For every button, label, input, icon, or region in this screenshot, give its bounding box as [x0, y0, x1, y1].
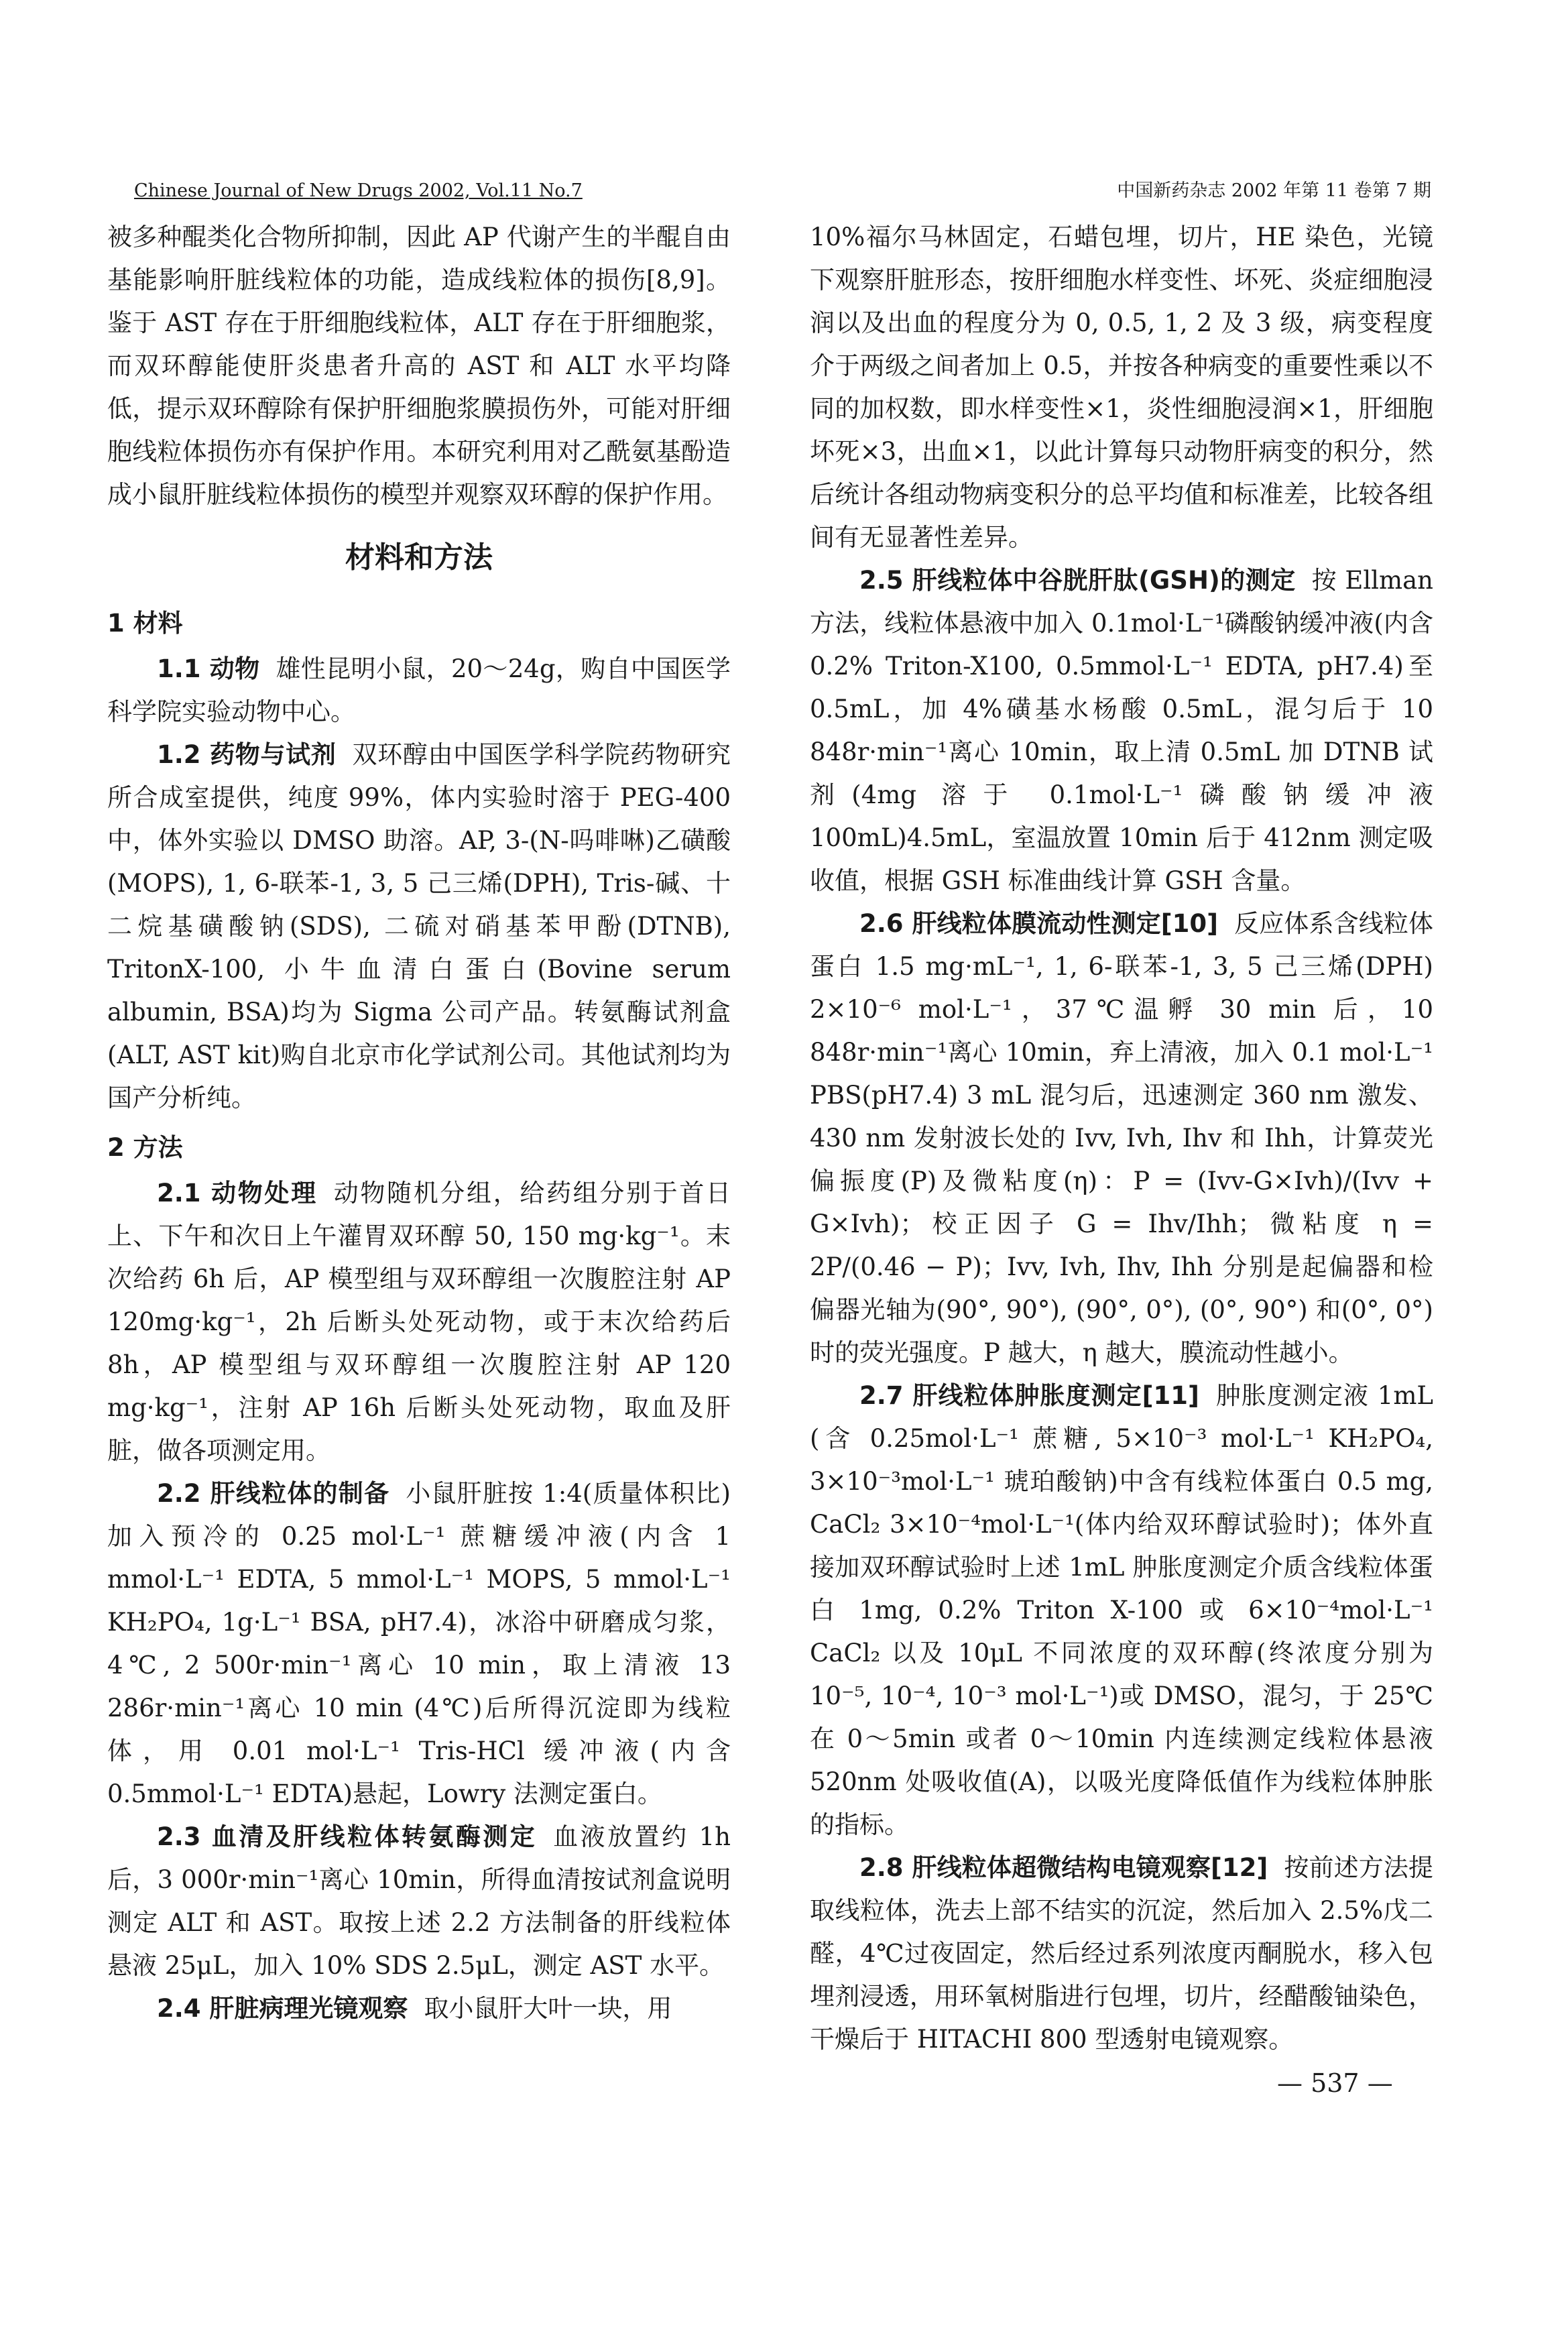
- section-2-2: [107, 1472, 731, 1816]
- section-2-2-title: 2.2 肝线粒体的制备: [157, 1479, 390, 1508]
- section-1-2-text: 双环醇由中国医学科学院药物研究所合成室提供，纯度 99%，体内实验时溶于 PEG-400 中，体外实验以 DMSO 助溶。AP, 3-(N-吗啡啉)乙磺酸(MOPS), 1, 6-联苯-1, 3, 5 己三烯(DPH), Tris-碱、十二烷基磺酸钠(SDS), 二硫对硝基苯甲酚(DTNB), TritonX-100, 小牛血清白蛋白(Bovine serum albumin, BSA)均为 Sigma 公司产品。转氨酶试剂盒(ALT, AST kit)购自北京市化学试剂公司。其他试剂均为国产分析纯。: [107, 740, 731, 1112]
- section-2-7-title: 2.7 肝线粒体肿胀度测定[11]: [859, 1381, 1199, 1410]
- heading-methods: 2 方法: [107, 1133, 183, 1162]
- section-2-8: [810, 1846, 1433, 2061]
- running-header: [134, 180, 1431, 202]
- section-2-6-title: 2.6 肝线粒体膜流动性测定[10]: [859, 909, 1219, 938]
- section-2-6-text: 反应体系含线粒体蛋白 1.5 mg·mL⁻¹, 1, 6-联苯-1, 3, 5 己三烯(DPH) 2×10⁻⁶ mol·L⁻¹，37℃温孵 30 min 后，10 848r·min⁻¹离心 10min，弃上清液，加入 0.1 mol·L⁻¹ PBS(pH7.4) 3 mL 混匀后，迅速测定 360 nm 激发、430 nm 发射波长处的 Ivv, Ivh, Ihv 和 Ihh，计算荧光偏振度(P)及微粘度(η)：P = (Ivv-G×Ivh)/(Ivv + G×Ivh)；校正因子 G = Ihv/Ihh；微粘度 η = 2P/(0.46 − P)；Ivv, Ivh, Ihv, Ihh 分别是起偏器和检偏器光轴为(90°, 90°), (90°, 0°), (0°, 90°) 和(0°, 0°)时的荧光强度。P 越大，η 越大，膜流动性越小。: [810, 909, 1433, 1367]
- left-column: [107, 216, 731, 2030]
- heading-materials: 1 材料: [107, 609, 183, 638]
- section-2-4-title: 2.4 肝脏病理光镜观察: [157, 1994, 408, 2023]
- section-2-1-title: 2.1 动物处理: [157, 1179, 318, 1208]
- section-1-1-title: 1.1 动物: [157, 654, 260, 683]
- section-2-7-text: 肿胀度测定液 1mL (含 0.25mol·L⁻¹ 蔗糖, 5×10⁻³ mol·L⁻¹ KH₂PO₄, 3×10⁻³mol·L⁻¹ 琥珀酸钠)中含有线粒体蛋白 0.5 mg, CaCl₂ 3×10⁻⁴mol·L⁻¹(体内给双环醇试验时)；体外直接加双环醇试验时上述 1mL 肿胀度测定介质含线粒体蛋白 1mg, 0.2% Triton X-100 或 6×10⁻⁴mol·L⁻¹ CaCl₂ 以及 10μL 不同浓度的双环醇(终浓度分别为 10⁻⁵, 10⁻⁴, 10⁻³ mol·L⁻¹)或 DMSO，混匀，于 25℃在 0～5min 或者 0～10min 内连续测定线粒体悬液 520nm 处吸收值(A)，以吸光度降低值作为线粒体肿胀的指标。: [810, 1381, 1433, 1839]
- section-2-1: [107, 1172, 731, 1472]
- intro-paragraph: 被多种醌类化合物所抑制，因此 AP 代谢产生的半醌自由基能影响肝脏线粒体的功能，造成线粒体的损伤[8,9]。鉴于 AST 存在于肝细胞线粒体，ALT 存在于肝细胞浆，而双环醇能使肝炎患者升高的 AST 和 ALT 水平均降低，提示双环醇除有保护肝细胞浆膜损伤外，可能对肝细胞线粒体损伤亦有保护作用。本研究利用对乙酰氨基酚造成小鼠肝脏线粒体损伤的模型并观察双环醇的保护作用。: [107, 223, 731, 509]
- section-2-4-text: 取小鼠肝大叶一块，用: [424, 1994, 672, 2023]
- section-2-8-title: 2.8 肝线粒体超微结构电镜观察[12]: [859, 1853, 1268, 1882]
- section-2-2-text: 小鼠肝脏按 1:4(质量体积比)加入预冷的 0.25 mol·L⁻¹ 蔗糖缓冲液(内含 1 mmol·L⁻¹ EDTA, 5 mmol·L⁻¹ MOPS, 5 mmol·L⁻¹ KH₂PO₄, 1g·L⁻¹ BSA, pH7.4)，冰浴中研磨成匀浆，4℃, 2 500r·min⁻¹离心 10 min，取上清液 13 286r·min⁻¹离心 10 min (4℃)后所得沉淀即为线粒体，用 0.01 mol·L⁻¹ Tris-HCl 缓冲液(内含 0.5mmol·L⁻¹ EDTA)悬起，Lowry 法测定蛋白。: [107, 1479, 731, 1808]
- section-2-5-title: 2.5 肝线粒体中谷胱肝肽(GSH)的测定: [859, 566, 1296, 595]
- page-number: — 537 —: [1277, 2068, 1393, 2098]
- section-1-2: [107, 733, 731, 1120]
- section-1-2-title: 1.2 药物与试剂: [157, 740, 337, 769]
- section-2-1-text: 动物随机分组，给药组分别于首日上、下午和次日上午灌胃双环醇 50, 150 mg·kg⁻¹。末次给药 6h 后，AP 模型组与双环醇组一次腹腔注射 AP 120mg·kg⁻¹，2h 后断头处死动物，或于末次给药后 8h，AP 模型组与双环醇组一次腹腔注射 AP 120 mg·kg⁻¹，注射 AP 16h 后断头处死动物，取血及肝脏，做各项测定用。: [107, 1179, 731, 1465]
- section-2-4-continued: 10%福尔马林固定，石蜡包埋，切片，HE 染色，光镜下观察肝脏形态，按肝细胞水样变性、坏死、炎症细胞浸润以及出血的程度分为 0, 0.5, 1, 2 及 3 级，病变程度介于两级之间者加上 0.5，并按各种病变的重要性乘以不同的加权数，即水样变性×1，炎性细胞浸润×1，肝细胞坏死×3，出血×1，以此计算每只动物肝病变的积分，然后统计各组动物病变积分的总平均值和标准差，比较各组间有无显著性差异。: [810, 223, 1433, 552]
- section-title: 材料和方法: [345, 540, 493, 575]
- journal-header-en: Chinese Journal of New Drugs 2002, Vol.11 No.7: [134, 180, 583, 201]
- right-column: [810, 216, 1433, 2061]
- section-2-6: [810, 902, 1433, 1374]
- section-1-1: [107, 648, 731, 733]
- section-2-5: [810, 559, 1433, 902]
- section-2-8-text: 按前述方法提取线粒体，洗去上部不结实的沉淀，然后加入 2.5%戊二醛，4℃过夜固定，然后经过系列浓度丙酮脱水，移入包埋剂浸透，用环氧树脂进行包埋，切片，经醋酸铀染色，干燥后于 HITACHI 800 型透射电镜观察。: [810, 1853, 1433, 2054]
- section-2-3: [107, 1816, 731, 1987]
- section-1-1-text: 雄性昆明小鼠，20～24g，购自中国医学科学院实验动物中心。: [107, 654, 731, 726]
- journal-header-zh: 中国新药杂志 2002 年第 11 卷第 7 期: [1117, 180, 1431, 201]
- section-2-5-text: 按 Ellman 方法，线粒体悬液中加入 0.1mol·L⁻¹磷酸钠缓冲液(内含 0.2% Triton-X100, 0.5mmol·L⁻¹ EDTA, pH7.4)至 0.5mL，加 4%磺基水杨酸 0.5mL，混匀后于 10 848r·min⁻¹离心 10min，取上清 0.5mL 加 DTNB 试剂(4mg 溶于 0.1mol·L⁻¹磷酸钠缓冲液 100mL)4.5mL，室温放置 10min 后于 412nm 测定吸收值，根据 GSH 标准曲线计算 GSH 含量。: [810, 566, 1433, 895]
- section-2-7: [810, 1374, 1433, 1846]
- section-2-4: [107, 1987, 731, 2030]
- section-2-3-title: 2.3 血清及肝线粒体转氨酶测定: [157, 1822, 538, 1851]
- section-2-3-text: 血液放置约 1h 后，3 000r·min⁻¹离心 10min，所得血清按试剂盒说明测定 ALT 和 AST。取按上述 2.2 方法制备的肝线粒体悬液 25μL，加入 10% SDS 2.5μL，测定 AST 水平。: [107, 1822, 731, 1980]
